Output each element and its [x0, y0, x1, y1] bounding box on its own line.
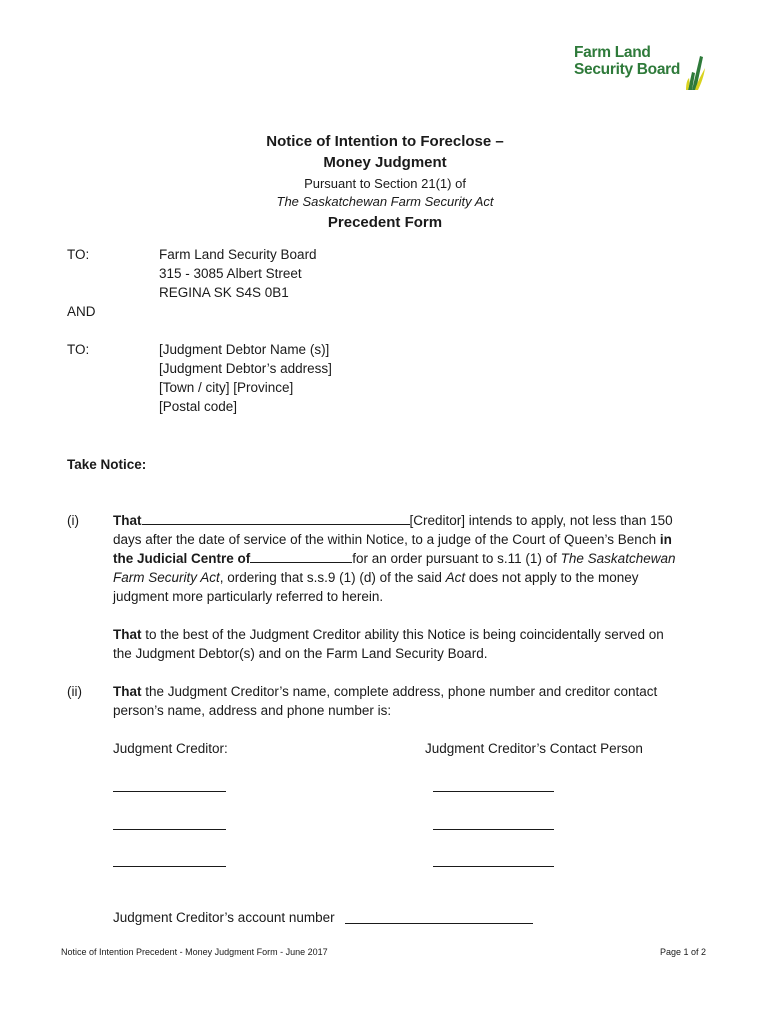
debtor-line: [Town / city] [Province]: [159, 380, 294, 395]
clause-i-line3: [113, 549, 675, 568]
farm-land-security-board-logo: [574, 44, 706, 94]
clause-text-bold: the Judicial Centre of: [113, 551, 251, 566]
debtor-line: [Judgment Debtor’s address]: [159, 361, 332, 376]
form-title-line1: Notice of Intention to Foreclose –: [266, 133, 504, 150]
creditor-name-blank[interactable]: [142, 511, 410, 525]
clause-text-italic: Act: [445, 570, 466, 585]
judgment-creditor-label: Judgment Creditor:: [113, 741, 228, 756]
clause-number: (i): [67, 513, 79, 528]
clause-text-italic: Farm Security Act: [113, 570, 220, 585]
footer-form-name: Notice of Intention Precedent - Money Judgment Form - June 2017: [61, 947, 328, 957]
clause-i-para2-line2: the Judgment Debtor(s) and on the Farm Land Security Board.: [113, 646, 488, 661]
clause-i-line1: [113, 511, 673, 530]
logo-text-line1: Farm Land: [574, 44, 651, 61]
clause-text: [Creditor] intends to apply, not less than 150: [409, 513, 673, 528]
clause-i-line4: [113, 568, 639, 587]
contact-line-1[interactable]: [433, 791, 554, 792]
precedent-form-heading: Precedent Form: [327, 214, 443, 231]
contact-person-label: Judgment Creditor’s Contact Person: [425, 741, 643, 756]
address-line: 315 - 3085 Albert Street: [159, 266, 302, 281]
creditor-line-2[interactable]: [113, 829, 226, 830]
clause-i-para2-line1: [113, 625, 664, 644]
clause-text: to the best of the Judgment Creditor ability this Notice is being coincidentally served on: [141, 627, 664, 642]
form-title-line2: Money Judgment: [323, 154, 447, 171]
creditor-line-3[interactable]: [113, 866, 226, 867]
act-name: The Saskatchewan Farm Security Act: [276, 194, 494, 209]
that-keyword: That: [113, 684, 142, 699]
logo-text-line2: Security Board: [574, 61, 681, 78]
debtor-line: [Judgment Debtor Name (s)]: [159, 342, 330, 357]
address-line: REGINA SK S4S 0B1: [159, 285, 289, 300]
pursuant-text: Pursuant to Section 21(1) of: [304, 176, 466, 191]
wheat-leaf-icon: [678, 50, 706, 92]
that-keyword: That: [113, 627, 142, 642]
account-number-blank[interactable]: [345, 923, 533, 924]
account-number-label: Judgment Creditor’s account number: [113, 910, 335, 925]
clause-text: the Judgment Creditor’s name, complete address, phone number and creditor contact: [141, 684, 658, 699]
and-label: AND: [67, 304, 96, 319]
clause-text: does not apply to the money: [465, 570, 639, 585]
clause-i-line5: judgment more particularly referred to herein.: [113, 589, 384, 604]
clause-number: (ii): [67, 684, 82, 699]
clause-text-bold: in: [656, 532, 672, 547]
clause-ii-line1: [113, 682, 657, 701]
clause-i-line2: [113, 530, 672, 549]
judicial-centre-blank[interactable]: [250, 549, 352, 563]
contact-line-2[interactable]: [433, 829, 554, 830]
creditor-line-1[interactable]: [113, 791, 226, 792]
to-label: TO:: [67, 247, 90, 262]
address-line: Farm Land Security Board: [159, 247, 317, 262]
clause-ii-line2: person’s name, address and phone number is:: [113, 703, 392, 718]
that-keyword: That: [113, 513, 142, 528]
clause-text: for an order pursuant to s.11 (1) of: [352, 551, 561, 566]
clause-text-italic: The Saskatchewan: [560, 551, 676, 566]
page-number: Page 1 of 2: [660, 947, 707, 957]
contact-line-3[interactable]: [433, 866, 554, 867]
clause-text: , ordering that s.s.9 (1) (d) of the said: [219, 570, 446, 585]
debtor-line: [Postal code]: [159, 399, 238, 414]
clause-text: days after the date of service of the within Notice, to a judge of the Court of Queen’s Bench: [113, 532, 657, 547]
take-notice-heading: Take Notice:: [67, 457, 147, 472]
to-label: TO:: [67, 342, 90, 357]
